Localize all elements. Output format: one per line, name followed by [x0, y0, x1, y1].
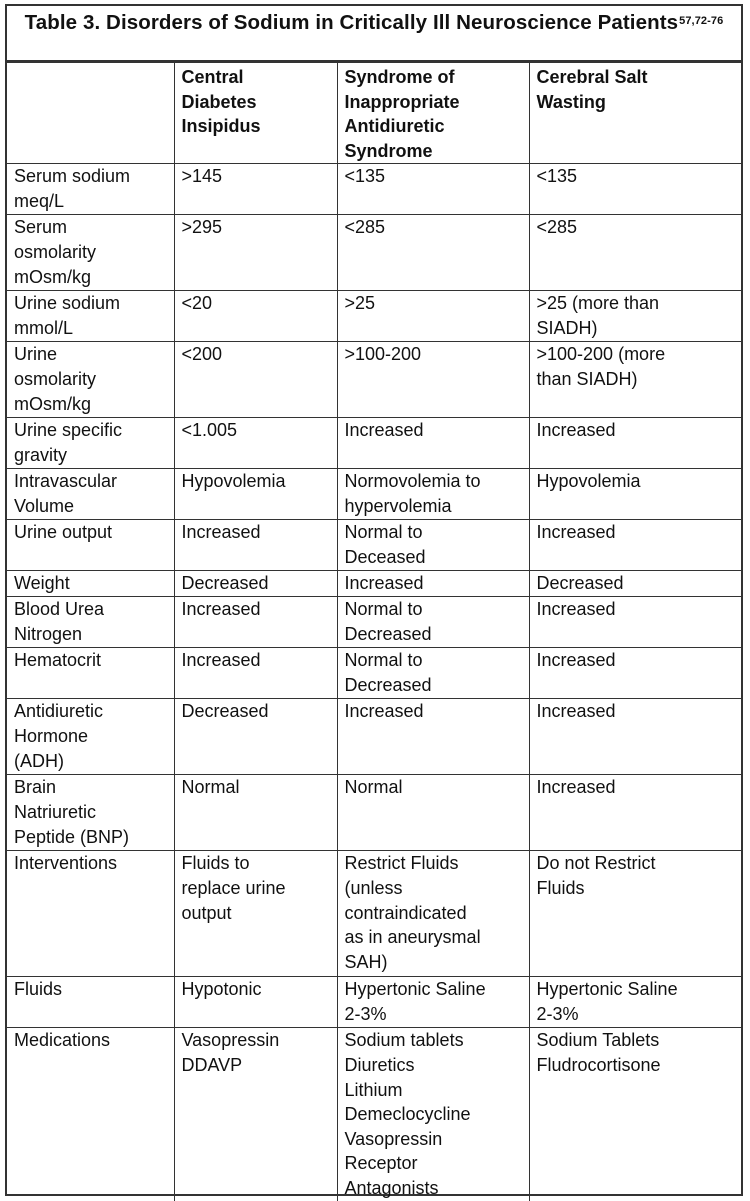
cell-parameter: Urine specific gravity — [7, 418, 174, 469]
cell-siadh: >25 — [337, 291, 529, 342]
cell-parameter: Urine osmolarity mOsm/kg — [7, 342, 174, 418]
cell-cerebral-salt-wasting: Increased — [529, 648, 743, 699]
cell-siadh: >100-200 — [337, 342, 529, 418]
cell-parameter: Urine sodium mmol/L — [7, 291, 174, 342]
cell-central-diabetes-insipidus: Increased — [174, 597, 337, 648]
cell-siadh: Normal to Decreased — [337, 648, 529, 699]
cell-siadh: Normal — [337, 775, 529, 851]
cell-siadh: Normovolemia to hypervolemia — [337, 469, 529, 520]
cell-central-diabetes-insipidus: Fluids to replace urine output — [174, 851, 337, 977]
cell-parameter: Blood Urea Nitrogen — [7, 597, 174, 648]
table-row — [7, 851, 743, 977]
table-row — [7, 418, 743, 469]
cell-cerebral-salt-wasting: Increased — [529, 775, 743, 851]
cell-central-diabetes-insipidus: >295 — [174, 215, 337, 291]
cell-siadh: Sodium tablets Diuretics Lithium Demeclocycline Vasopressin Receptor Antagonists — [337, 1028, 529, 1201]
cell-central-diabetes-insipidus: Normal — [174, 775, 337, 851]
table-body — [7, 164, 743, 1201]
cell-central-diabetes-insipidus: Decreased — [174, 699, 337, 775]
cell-siadh: Restrict Fluids (unless contraindicated as in aneurysmal SAH) — [337, 851, 529, 977]
cell-parameter: Urine output — [7, 520, 174, 571]
cell-parameter: Medications — [7, 1028, 174, 1201]
header-cell-blank — [7, 63, 174, 164]
table-row — [7, 520, 743, 571]
cell-parameter: Serum osmolarity mOsm/kg — [7, 215, 174, 291]
table-row — [7, 977, 743, 1028]
cell-central-diabetes-insipidus: Hypovolemia — [174, 469, 337, 520]
cell-central-diabetes-insipidus: Vasopressin DDAVP — [174, 1028, 337, 1201]
cell-cerebral-salt-wasting: Sodium Tablets Fludrocortisone — [529, 1028, 743, 1201]
cell-parameter: Hematocrit — [7, 648, 174, 699]
cell-central-diabetes-insipidus: >145 — [174, 164, 337, 215]
cell-cerebral-salt-wasting: Do not Restrict Fluids — [529, 851, 743, 977]
cell-cerebral-salt-wasting: Increased — [529, 418, 743, 469]
sodium-disorders-table — [5, 4, 743, 1196]
cell-cerebral-salt-wasting: >25 (more than SIADH) — [529, 291, 743, 342]
cell-central-diabetes-insipidus: Increased — [174, 648, 337, 699]
cell-siadh: <285 — [337, 215, 529, 291]
cell-siadh: Hypertonic Saline 2-3% — [337, 977, 529, 1028]
table-row — [7, 775, 743, 851]
cell-parameter: Fluids — [7, 977, 174, 1028]
cell-cerebral-salt-wasting: Hypertonic Saline 2-3% — [529, 977, 743, 1028]
cell-parameter: Intravascular Volume — [7, 469, 174, 520]
table-row — [7, 1028, 743, 1201]
cell-cerebral-salt-wasting: Hypovolemia — [529, 469, 743, 520]
table-row — [7, 342, 743, 418]
table-title: Table 3. Disorders of Sodium in Critically Ill Neuroscience Patients — [24, 11, 679, 34]
table-row — [7, 215, 743, 291]
cell-siadh: Normal to Decreased — [337, 597, 529, 648]
cell-cerebral-salt-wasting: <285 — [529, 215, 743, 291]
table-row — [7, 699, 743, 775]
table-row — [7, 571, 743, 597]
data-table — [7, 62, 743, 1201]
header-cell-central-diabetes-insipidus: Central Diabetes Insipidus — [174, 63, 337, 164]
table-title-citation: 57,72-76 — [679, 15, 724, 27]
cell-central-diabetes-insipidus: Decreased — [174, 571, 337, 597]
cell-parameter: Weight — [7, 571, 174, 597]
cell-siadh: Normal to Deceased — [337, 520, 529, 571]
header-cell-siadh: Syndrome of Inappropriate Antidiuretic Syndrome — [337, 63, 529, 164]
table-row — [7, 291, 743, 342]
cell-cerebral-salt-wasting: Increased — [529, 520, 743, 571]
cell-parameter: Serum sodium meq/L — [7, 164, 174, 215]
cell-central-diabetes-insipidus: Hypotonic — [174, 977, 337, 1028]
header-row — [7, 63, 743, 164]
cell-cerebral-salt-wasting: Increased — [529, 699, 743, 775]
table-row — [7, 469, 743, 520]
cell-siadh: Increased — [337, 699, 529, 775]
table-row — [7, 164, 743, 215]
cell-cerebral-salt-wasting: Decreased — [529, 571, 743, 597]
cell-central-diabetes-insipidus: <20 — [174, 291, 337, 342]
cell-parameter: Brain Natriuretic Peptide (BNP) — [7, 775, 174, 851]
cell-siadh: Increased — [337, 571, 529, 597]
table-caption — [7, 6, 741, 62]
cell-central-diabetes-insipidus: Increased — [174, 520, 337, 571]
cell-parameter: Interventions — [7, 851, 174, 977]
cell-central-diabetes-insipidus: <200 — [174, 342, 337, 418]
cell-cerebral-salt-wasting: Increased — [529, 597, 743, 648]
table-row — [7, 597, 743, 648]
cell-cerebral-salt-wasting: <135 — [529, 164, 743, 215]
cell-siadh: <135 — [337, 164, 529, 215]
header-cell-cerebral-salt-wasting: Cerebral Salt Wasting — [529, 63, 743, 164]
cell-parameter: Antidiuretic Hormone (ADH) — [7, 699, 174, 775]
cell-cerebral-salt-wasting: >100-200 (more than SIADH) — [529, 342, 743, 418]
cell-central-diabetes-insipidus: <1.005 — [174, 418, 337, 469]
cell-siadh: Increased — [337, 418, 529, 469]
table-row — [7, 648, 743, 699]
